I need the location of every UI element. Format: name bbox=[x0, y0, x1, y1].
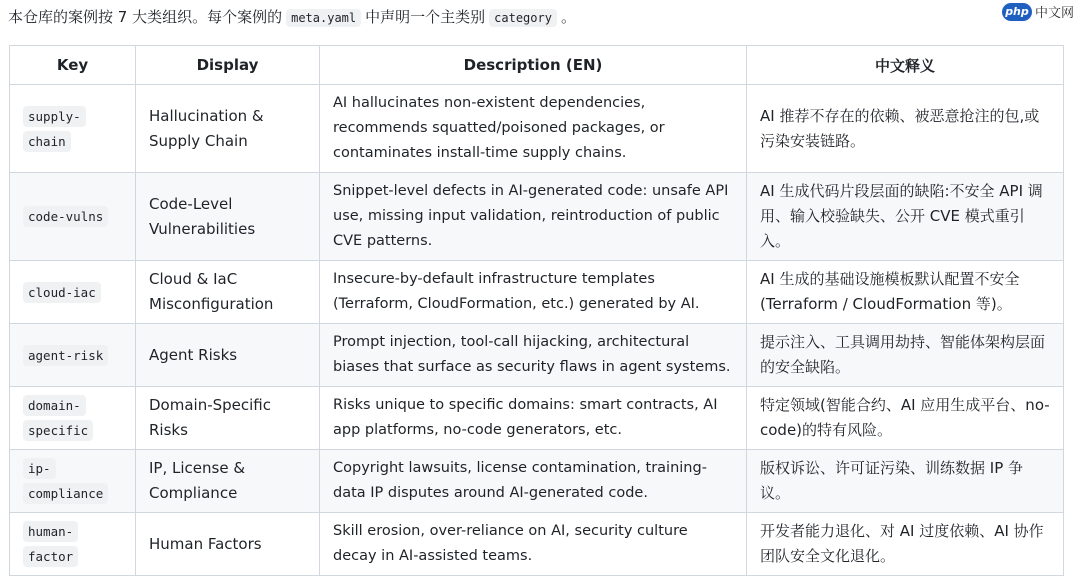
intro-suffix: 。 bbox=[560, 8, 576, 26]
cell-display: IP, License & Compliance bbox=[136, 450, 320, 513]
site-watermark bbox=[1002, 2, 1074, 21]
table-row bbox=[10, 387, 1064, 450]
cell-display: Code-Level Vulnerabilities bbox=[136, 173, 320, 261]
cell-description: Copyright lawsuits, license contamination, training-data IP disputes around AI-generated code. bbox=[320, 450, 747, 513]
key-code: ip- compliance bbox=[23, 458, 108, 504]
intro-prefix: 本仓库的案例按 7 大类组织。每个案例的 bbox=[8, 8, 283, 26]
category-code: category bbox=[489, 9, 557, 27]
table-row bbox=[10, 173, 1064, 261]
php-logo-icon: php bbox=[1002, 3, 1032, 21]
cell-chinese: 提示注入、工具调用劫持、智能体架构层面的安全缺陷。 bbox=[747, 324, 1064, 387]
header-description: Description (EN) bbox=[320, 46, 747, 85]
intro-middle: 中声明一个主类别 bbox=[365, 8, 486, 26]
table-row bbox=[10, 513, 1064, 576]
cell-chinese: AI 推荐不存在的依赖、被恶意抢注的包,或污染安装链路。 bbox=[747, 85, 1064, 173]
cell-description: AI hallucinates non-existent dependencies, recommends squatted/poisoned packages, or contaminates install-time supply chains. bbox=[320, 85, 747, 173]
key-code: agent-risk bbox=[23, 345, 108, 366]
table-row bbox=[10, 85, 1064, 173]
cell-description: Risks unique to specific domains: smart contracts, AI app platforms, no-code generators, etc. bbox=[320, 387, 747, 450]
cell-chinese: AI 生成的基础设施模板默认配置不安全 (Terraform / CloudFormation 等)。 bbox=[747, 261, 1064, 324]
cell-description: Snippet-level defects in AI-generated code: unsafe API use, missing input validation, reintroduction of public CVE patterns. bbox=[320, 173, 747, 261]
cell-description: Skill erosion, over-reliance on AI, security culture decay in AI-assisted teams. bbox=[320, 513, 747, 576]
cell-key bbox=[10, 261, 136, 324]
cell-display: Human Factors bbox=[136, 513, 320, 576]
cell-chinese: 版权诉讼、许可证污染、训练数据 IP 争议。 bbox=[747, 450, 1064, 513]
header-key: Key bbox=[10, 46, 136, 85]
cell-display: Domain-Specific Risks bbox=[136, 387, 320, 450]
cell-display: Hallucination & Supply Chain bbox=[136, 85, 320, 173]
cell-display: Agent Risks bbox=[136, 324, 320, 387]
key-code: domain- specific bbox=[23, 395, 93, 441]
cell-chinese: 特定领域(智能合约、AI 应用生成平台、no-code)的特有风险。 bbox=[747, 387, 1064, 450]
watermark-text: 中文网 bbox=[1034, 6, 1074, 21]
table-header-row bbox=[10, 46, 1064, 85]
cell-key bbox=[10, 173, 136, 261]
intro-text bbox=[8, 4, 576, 30]
key-code: supply- chain bbox=[23, 106, 86, 152]
table-row bbox=[10, 261, 1064, 324]
cell-display: Cloud & IaC Misconfiguration bbox=[136, 261, 320, 324]
header-chinese: 中文释义 bbox=[747, 46, 1064, 85]
cell-key bbox=[10, 450, 136, 513]
cell-chinese: AI 生成代码片段层面的缺陷:不安全 API 调用、输入校验缺失、公开 CVE 模式重引入。 bbox=[747, 173, 1064, 261]
category-table bbox=[9, 45, 1064, 576]
key-code: human- factor bbox=[23, 521, 78, 567]
cell-key bbox=[10, 387, 136, 450]
cell-key bbox=[10, 324, 136, 387]
cell-chinese: 开发者能力退化、对 AI 过度依赖、AI 协作团队安全文化退化。 bbox=[747, 513, 1064, 576]
key-code: cloud-iac bbox=[23, 282, 101, 303]
cell-description: Insecure-by-default infrastructure templates (Terraform, CloudFormation, etc.) generated by AI. bbox=[320, 261, 747, 324]
header-display: Display bbox=[136, 46, 320, 85]
table-row bbox=[10, 450, 1064, 513]
cell-description: Prompt injection, tool-call hijacking, architectural biases that surface as security flaws in agent systems. bbox=[320, 324, 747, 387]
table-row bbox=[10, 324, 1064, 387]
meta-yaml-code: meta.yaml bbox=[286, 9, 361, 27]
cell-key bbox=[10, 85, 136, 173]
key-code: code-vulns bbox=[23, 206, 108, 227]
cell-key bbox=[10, 513, 136, 576]
